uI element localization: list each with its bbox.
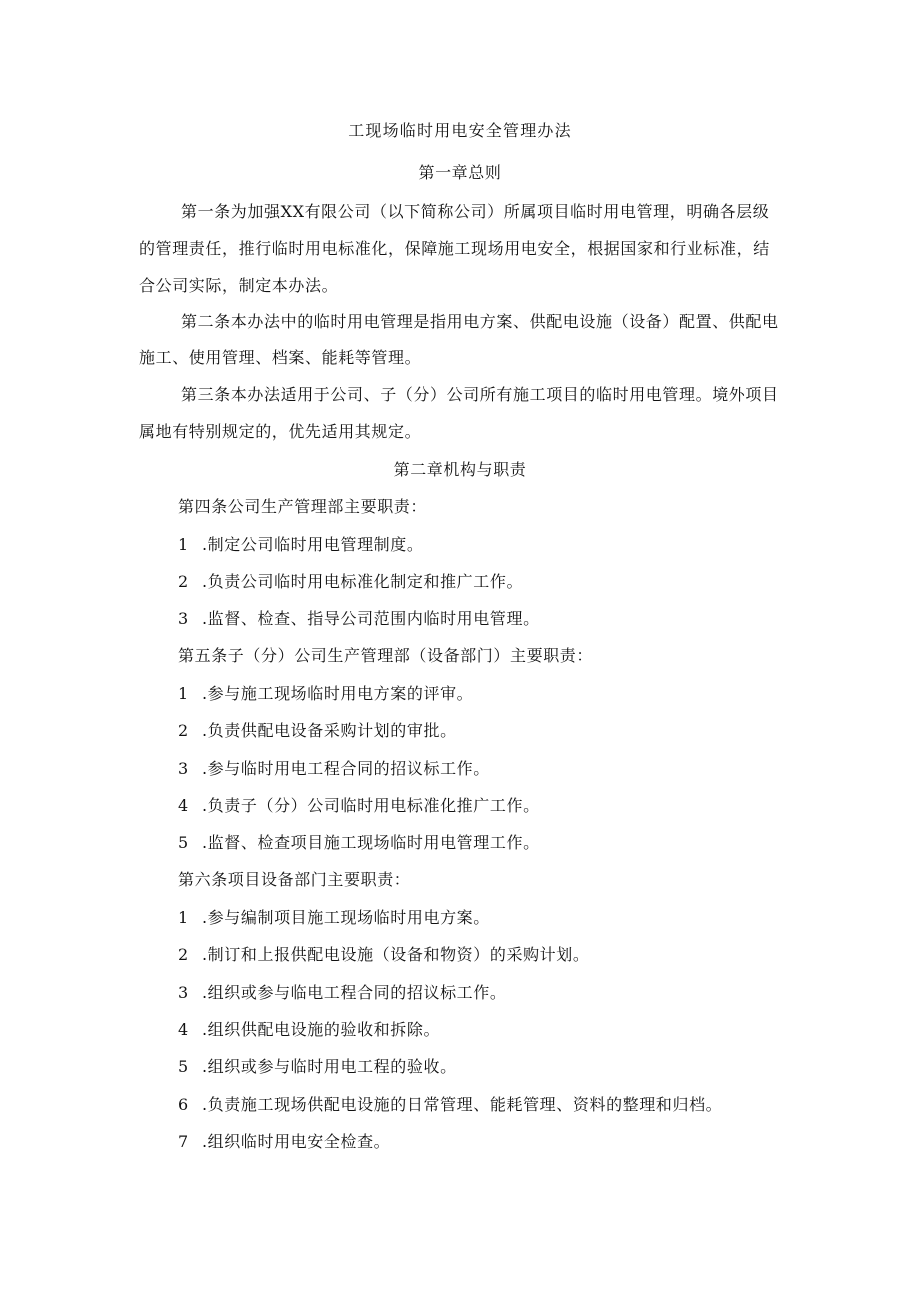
article-4-item-3 [178,609,540,629]
article-1-line-2: 的管理责任，推行临时用电标准化，保障施工现场用电安全，根据国家和行业标准，结 [139,239,770,258]
article-5-item-3 [178,759,490,779]
item-text: .参与施工现场临时用电方案的评审。 [202,684,474,703]
article-5-item-2 [178,721,457,741]
chapter-1-heading: 第一章总则 [418,163,502,182]
item-text: .组织或参与临时用电工程的验收。 [202,1057,457,1076]
item-text: .负责子（分）公司临时用电标准化推广工作。 [202,796,540,815]
article-4-item-2 [178,572,523,592]
item-text: .参与编制项目施工现场临时用电方案。 [202,908,490,927]
article-4-heading: 第四条公司生产管理部主要职责： [178,497,428,516]
article-3-line-1: 第三条本办法适用于公司、子（分）公司所有施工项目的临时用电管理。境外项目 [181,385,779,404]
document-title: 工现场临时用电安全管理办法 [348,121,572,140]
item-text: .负责供配电设备采购计划的审批。 [202,721,457,740]
item-text: .制订和上报供配电设施（设备和物资）的采购计划。 [202,945,590,964]
article-6-heading: 第六条项目设备部门主要职责： [178,870,411,889]
article-6-item-7 [178,1132,390,1152]
article-1-line-3: 合公司实际，制定本办法。 [139,276,339,295]
item-number: 4 [178,796,189,815]
article-2-line-1: 第二条本办法中的临时用电管理是指用电方案、供配电设施（设备）配置、供配电 [181,312,779,331]
article-1-line-1: 第一条为加强XX有限公司（以下简称公司）所属项目临时用电管理，明确各层级 [181,202,770,221]
item-number: 2 [178,945,189,964]
item-number: 3 [178,609,189,628]
item-number: 1 [178,535,189,554]
item-text: .制定公司临时用电管理制度。 [202,535,424,554]
item-number: 1 [178,684,189,703]
item-number: 5 [178,833,189,852]
article-5-item-5 [178,833,540,853]
article-6-item-5 [178,1057,457,1077]
article-4-item-1 [178,535,424,555]
item-number: 3 [178,983,189,1002]
item-number: 1 [178,908,189,927]
item-number: 7 [178,1132,189,1151]
chapter-2-heading: 第二章机构与职责 [393,460,527,479]
article-6-item-2 [178,945,590,965]
item-number: 3 [178,759,189,778]
item-text: .组织或参与临电工程合同的招议标工作。 [202,983,507,1002]
item-number: 5 [178,1057,189,1076]
item-text: .负责施工现场供配电设施的日常管理、能耗管理、资料的整理和归档。 [202,1095,723,1114]
item-text: .负责公司临时用电标准化制定和推广工作。 [202,572,524,591]
article-3-line-2: 属地有特别规定的，优先适用其规定。 [139,422,422,441]
item-number: 2 [178,572,189,591]
item-number: 6 [178,1095,189,1114]
item-text: .参与临时用电工程合同的招议标工作。 [202,759,490,778]
item-number: 4 [178,1020,189,1039]
item-text: .监督、检查、指导公司范围内临时用电管理。 [202,609,540,628]
item-number: 2 [178,721,189,740]
article-5-heading: 第五条子（分）公司生产管理部（设备部门）主要职责： [178,646,594,665]
article-6-item-1 [178,908,490,928]
article-6-item-6 [178,1095,722,1115]
article-6-item-4 [178,1020,440,1040]
article-5-item-1 [178,684,473,704]
article-6-item-3 [178,983,507,1003]
item-text: .监督、检查项目施工现场临时用电管理工作。 [202,833,540,852]
article-2-line-2: 施工、使用管理、档案、能耗等管理。 [139,348,422,367]
item-text: .组织临时用电安全检查。 [202,1132,391,1151]
article-5-item-4 [178,796,540,816]
item-text: .组织供配电设施的验收和拆除。 [202,1020,441,1039]
